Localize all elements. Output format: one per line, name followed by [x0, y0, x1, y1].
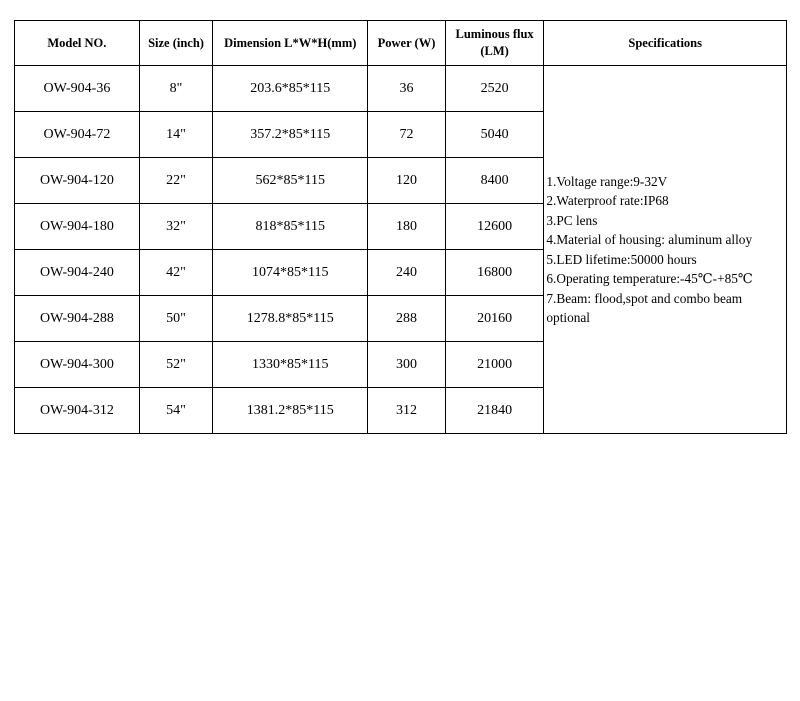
cell-dimension: 1278.8*85*115: [213, 296, 368, 342]
cell-luminous-flux: 12600: [445, 204, 544, 250]
cell-model: OW-904-312: [15, 388, 140, 434]
cell-luminous-flux: 20160: [445, 296, 544, 342]
specifications-cell: [544, 66, 787, 434]
cell-model: OW-904-180: [15, 204, 140, 250]
cell-size: 54": [139, 388, 212, 434]
product-spec-table: [14, 20, 787, 434]
cell-dimension: 1330*85*115: [213, 342, 368, 388]
cell-power: 72: [368, 112, 446, 158]
spec-item: 2.Waterproof rate:IP68: [546, 193, 669, 208]
header-power: Power (W): [368, 21, 446, 66]
cell-power: 180: [368, 204, 446, 250]
cell-dimension: 562*85*115: [213, 158, 368, 204]
cell-model: OW-904-72: [15, 112, 140, 158]
cell-luminous-flux: 16800: [445, 250, 544, 296]
cell-size: 42": [139, 250, 212, 296]
cell-dimension: 357.2*85*115: [213, 112, 368, 158]
cell-luminous-flux: 8400: [445, 158, 544, 204]
cell-dimension: 203.6*85*115: [213, 66, 368, 112]
spec-item: 4.Material of housing: aluminum alloy: [546, 232, 753, 247]
cell-size: 32": [139, 204, 212, 250]
cell-power: 36: [368, 66, 446, 112]
cell-size: 14": [139, 112, 212, 158]
spec-item: 6.Operating temperature:-45℃-+85℃: [546, 271, 753, 286]
cell-model: OW-904-240: [15, 250, 140, 296]
cell-size: 22": [139, 158, 212, 204]
cell-power: 300: [368, 342, 446, 388]
header-model-no: Model NO.: [15, 21, 140, 66]
cell-luminous-flux: 5040: [445, 112, 544, 158]
cell-luminous-flux: 21840: [445, 388, 544, 434]
table-row: [15, 66, 787, 112]
header-luminous-flux: Luminous flux (LM): [445, 21, 544, 66]
cell-power: 120: [368, 158, 446, 204]
cell-model: OW-904-36: [15, 66, 140, 112]
cell-power: 240: [368, 250, 446, 296]
cell-power: 288: [368, 296, 446, 342]
spec-item: 3.PC lens: [546, 212, 598, 228]
cell-dimension: 1074*85*115: [213, 250, 368, 296]
cell-size: 8": [139, 66, 212, 112]
cell-dimension: 1381.2*85*115: [213, 388, 368, 434]
cell-model: OW-904-300: [15, 342, 140, 388]
header-dimension: Dimension L*W*H(mm): [213, 21, 368, 66]
header-specifications: Specifications: [544, 21, 787, 66]
cell-size: 52": [139, 342, 212, 388]
cell-size: 50": [139, 296, 212, 342]
cell-luminous-flux: 21000: [445, 342, 544, 388]
cell-model: OW-904-120: [15, 158, 140, 204]
cell-model: OW-904-288: [15, 296, 140, 342]
cell-luminous-flux: 2520: [445, 66, 544, 112]
cell-power: 312: [368, 388, 446, 434]
cell-dimension: 818*85*115: [213, 204, 368, 250]
spec-item: 1.Voltage range:9-32V: [546, 173, 668, 189]
header-row: [15, 21, 787, 66]
spec-item: 5.LED lifetime:50000 hours: [546, 251, 697, 267]
spec-item: 7.Beam: flood,spot and combo beam optional: [546, 290, 743, 325]
header-size: Size (inch): [139, 21, 212, 66]
